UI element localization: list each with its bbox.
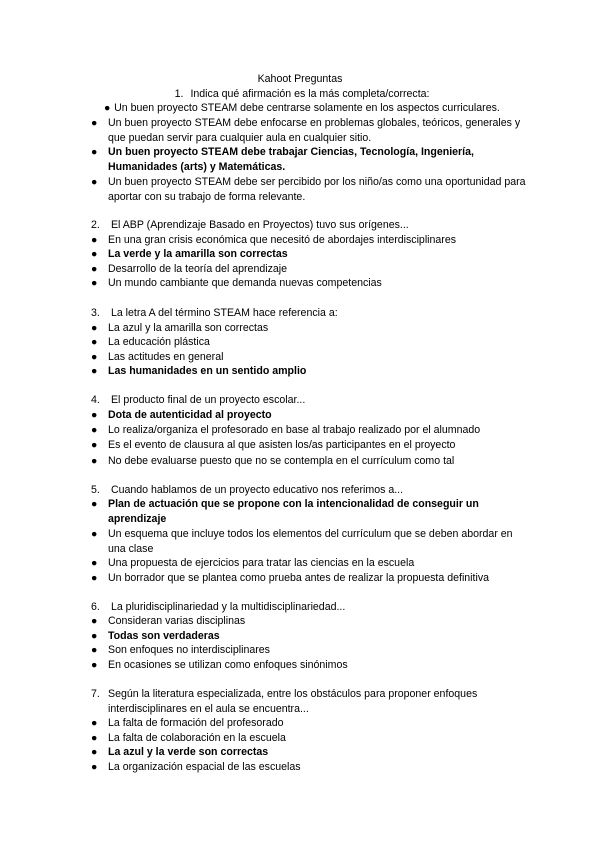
bullet-icon: ● <box>91 424 98 436</box>
option-text: Desarrollo de la teoría del aprendizaje <box>108 263 288 275</box>
question-2 <box>91 218 531 233</box>
question-number: 5. <box>91 484 100 496</box>
option-text: Son enfoques no interdisciplinares <box>108 644 270 656</box>
option-text: La falta de colaboración en la escuela <box>108 732 286 744</box>
option-text: Es el evento de clausura al que asisten los/as participantes en el proyecto <box>108 439 456 451</box>
bullet-icon: ● <box>91 717 98 729</box>
question-6-option-1 <box>91 614 531 629</box>
question-5 <box>91 483 531 498</box>
bullet-icon: ● <box>91 117 98 129</box>
bullet-icon: ● <box>91 336 98 348</box>
question-4-option-2 <box>91 423 531 438</box>
question-text: Cuando hablamos de un proyecto educativo nos referimos a... <box>110 484 404 496</box>
question-number: 3. <box>91 307 100 319</box>
option-text: La azul y la amarilla son correctas <box>108 322 269 334</box>
option-text: La organización espacial de las escuelas <box>108 761 301 773</box>
bullet-icon: ● <box>91 630 98 642</box>
question-3-option-4 <box>91 364 531 379</box>
question-2-option-4 <box>91 276 531 291</box>
question-1-option-1 <box>0 101 600 116</box>
option-text: Un buen proyecto STEAM debe ser percibido por los niño/as como una oportunidad para aportar con su trabajo de forma relevante. <box>108 176 526 203</box>
option-text: Una propuesta de ejercicios para tratar las ciencias en la escuela <box>108 557 415 569</box>
option-text: La falta de formación del profesorado <box>108 717 284 729</box>
bullet-icon: ● <box>91 365 98 377</box>
question-7-option-2 <box>91 731 531 746</box>
option-text-correct: La azul y la verde son correctas <box>108 746 269 758</box>
question-5-option-3 <box>91 556 531 571</box>
option-text-correct: Un buen proyecto STEAM debe trabajar Ciencias, Tecnología, Ingeniería, Humanidades (arts) y Matemáticas. <box>108 146 474 173</box>
question-text: Indica qué afirmación es la más completa/correcta: <box>190 88 430 100</box>
question-4-option-3 <box>91 438 531 453</box>
question-6-option-4 <box>91 658 531 673</box>
option-text-correct: Todas son verdaderas <box>108 630 220 642</box>
bullet-icon: ● <box>91 732 98 744</box>
question-3-option-2 <box>91 335 531 350</box>
option-text: La educación plástica <box>108 336 210 348</box>
option-text-correct: Las humanidades en un sentido amplio <box>108 365 307 377</box>
option-text: En una gran crisis económica que necesitó de abordajes interdisciplinares <box>108 234 457 246</box>
bullet-icon: ● <box>91 572 98 584</box>
question-4-option-1 <box>91 408 531 423</box>
bullet-icon: ● <box>91 528 98 540</box>
option-text: Las actitudes en general <box>108 351 224 363</box>
question-4-option-4 <box>91 454 531 469</box>
question-5-option-2 <box>91 527 531 556</box>
question-2-option-2 <box>91 247 531 262</box>
bullet-icon: ● <box>91 557 98 569</box>
bullet-icon: ● <box>91 277 98 289</box>
question-number: 2. <box>91 219 100 231</box>
question-text: La letra A del término STEAM hace referencia a: <box>110 307 338 319</box>
option-text: Un borrador que se plantea como prueba antes de realizar la propuesta definitiva <box>108 572 490 584</box>
question-6-option-3 <box>91 643 531 658</box>
bullet-icon: ● <box>91 351 98 363</box>
question-text: La pluridisciplinariedad y la multidisciplinariedad... <box>110 601 346 613</box>
bullet-icon: ● <box>91 615 98 627</box>
question-7-option-3 <box>91 745 531 760</box>
question-number: 1. <box>174 88 184 100</box>
bullet-icon: ● <box>91 234 98 246</box>
bullet-icon: ● <box>91 498 98 510</box>
option-text: Un mundo cambiante que demanda nuevas competencias <box>108 277 382 289</box>
question-3 <box>91 306 531 321</box>
question-7 <box>91 687 531 716</box>
question-number: 4. <box>91 394 100 406</box>
option-text: Consideran varias disciplinas <box>108 615 246 627</box>
question-number: 7. <box>91 688 100 700</box>
option-text: En ocasiones se utilizan como enfoques sinónimos <box>108 659 348 671</box>
bullet-icon: ● <box>91 644 98 656</box>
question-1-option-3 <box>91 145 531 174</box>
bullet-icon: ● <box>91 761 98 773</box>
option-text: Lo realiza/organiza el profesorado en base al trabajo realizado por el alumnado <box>108 424 481 436</box>
question-1-option-4 <box>91 175 531 204</box>
question-text: El ABP (Aprendizaje Basado en Proyectos) tuvo sus orígenes... <box>110 219 409 231</box>
question-6 <box>91 600 531 615</box>
question-7-option-1 <box>91 716 531 731</box>
option-text: No debe evaluarse puesto que no se contempla en el currículum como tal <box>108 455 455 467</box>
option-text: Un buen proyecto STEAM debe enfocarse en problemas globales, teóricos, generales y que puedan servir para cualquier aula en cualquier sitio. <box>108 117 521 144</box>
question-text: El producto final de un proyecto escolar... <box>110 394 306 406</box>
bullet-icon: ● <box>91 409 98 421</box>
question-6-option-2 <box>91 629 531 644</box>
question-1-option-2 <box>91 116 531 145</box>
option-text-correct: Plan de actuación que se propone con la intencionalidad de conseguir un aprendizaje <box>108 498 479 525</box>
bullet-icon: ● <box>91 455 98 467</box>
bullet-icon: ● <box>91 248 98 260</box>
option-text: Un esquema que incluye todos los elementos del currículum que se deben abordar en una clase <box>108 528 513 555</box>
bullet-icon: ● <box>91 176 98 188</box>
option-text-correct: Dota de autenticidad al proyecto <box>108 409 272 421</box>
question-number: 6. <box>91 601 100 613</box>
question-text: Según la literatura especializada, entre los obstáculos para proponer enfoques interdisciplinares en el aula se encuentra... <box>108 688 478 715</box>
question-3-option-1 <box>91 321 531 336</box>
question-2-option-3 <box>91 262 531 277</box>
option-text-correct: La verde y la amarilla son correctas <box>108 248 288 260</box>
bullet-icon: ● <box>91 322 98 334</box>
question-2-option-1 <box>91 233 531 248</box>
bullet-icon: ● <box>91 659 98 671</box>
option-text: Un buen proyecto STEAM debe centrarse solamente en los aspectos curriculares. <box>114 102 500 114</box>
bullet-icon: ● <box>91 439 98 451</box>
bullet-icon: ● <box>91 263 98 275</box>
question-4 <box>91 393 531 408</box>
bullet-icon: ● <box>91 146 98 158</box>
question-1 <box>0 87 600 102</box>
question-7-option-4 <box>91 760 531 775</box>
question-5-option-4 <box>91 571 531 586</box>
question-5-option-1 <box>91 497 531 526</box>
bullet-icon: ● <box>103 102 111 114</box>
question-3-option-3 <box>91 350 531 365</box>
bullet-icon: ● <box>91 746 98 758</box>
document-title: Kahoot Preguntas <box>257 73 343 85</box>
